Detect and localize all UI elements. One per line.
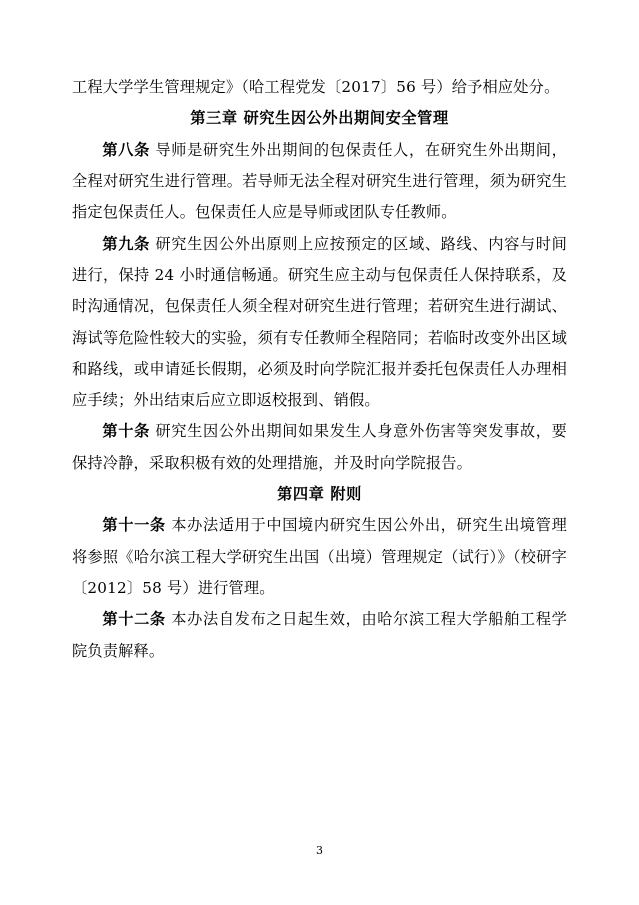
paragraph-text: 本办法自发布之日起生效，由哈尔滨工程大学船舶工程学院负责解释。: [72, 610, 567, 660]
section-heading: 第三章 研究生因公外出期间安全管理: [190, 109, 449, 128]
paragraph: [72, 416, 567, 479]
paragraph-text: 研究生因公外出原则上应按预定的区域、路线、内容与时间进行，保持 24 小时通信畅通。研究生应主动与包保责任人保持联系，及时沟通情况，包保责任人须全程对研究生进行管理；若研究生进行湖试、海试等危险性较大的实验，须有专任教师全程陪同；若临时改变外出区域和路线，或申请延长假期，必须及时向学院汇报并委托包保责任人办理相应手续；外出结束后应立即返校报到、销假。: [72, 234, 568, 410]
article-label: 第十条: [102, 422, 150, 441]
paragraph: [72, 72, 567, 103]
article-label: 第十二条: [102, 610, 166, 629]
article-label: 第九条: [102, 234, 150, 253]
paragraph: [72, 229, 567, 417]
paragraph-text: 本办法适用于中国境内研究生因公外出，研究生出境管理将参照《哈尔滨工程大学研究生出国（出境）管理规定（试行）》（校研字〔2012〕58 号）进行管理。: [72, 516, 567, 597]
paragraph: [72, 135, 567, 229]
paragraph-text: 工程大学学生管理规定》（哈工程党发〔2017〕56 号）给予相应处分。: [72, 78, 560, 96]
paragraph-text: 研究生因公外出期间如果发生人身意外伤害等突发事故，要保持冷静，采取积极有效的处理措施，并及时向学院报告。: [72, 422, 568, 472]
article-label: 第十一条: [102, 516, 166, 535]
paragraph-text: 导师是研究生外出期间的包保责任人，在研究生外出期间，全程对研究生进行管理。若导师无法全程对研究生进行管理，须为研究生指定包保责任人。包保责任人应是导师或团队专任教师。: [72, 140, 568, 222]
paragraph: [72, 604, 567, 667]
page-number: 3: [316, 844, 323, 857]
document-body: [72, 72, 567, 667]
article-label: 第八条: [102, 140, 150, 159]
paragraph: [72, 510, 567, 604]
section-heading: 第四章 附则: [277, 485, 362, 504]
